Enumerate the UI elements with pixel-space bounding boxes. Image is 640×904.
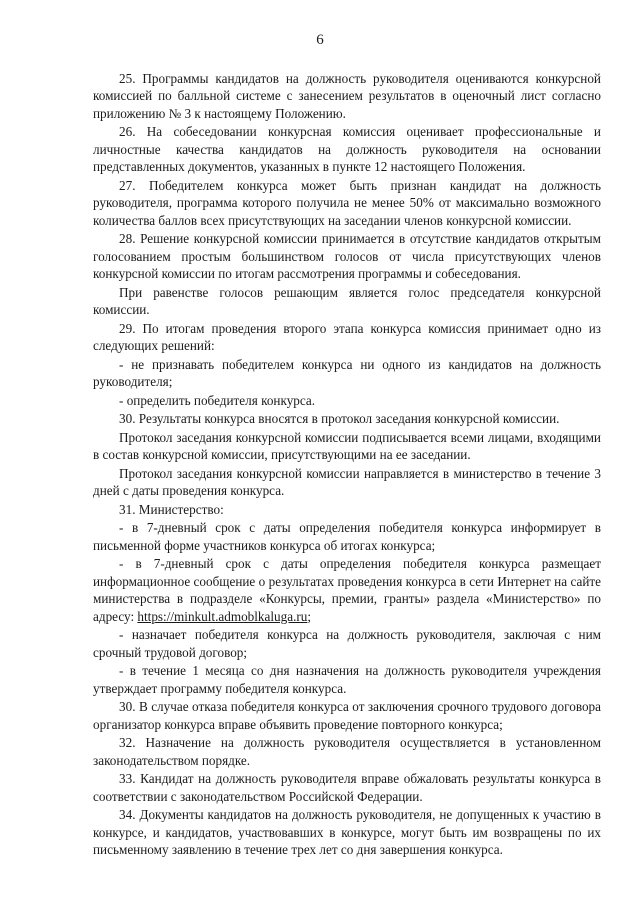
paragraph-26: 26. На собеседовании конкурсная комиссия оценивает профессиональные и личностные качества кандидатов на должность руководителя на основании представленных документов, указанных в пункте 12 настоящего Положения.: [93, 124, 601, 175]
paragraph-30-sending: Протокол заседания конкурсной комиссии направляется в министерство в течение 3 дней с даты проведения конкурса.: [93, 465, 601, 499]
page-number: 6: [316, 32, 324, 48]
paragraph-34: 34. Документы кандидатов на должность руководителя, не допущенных к участию в конкурсе, и кандидатов, участвовавших в конкурсе, могут быть им возвращены по их письменному заявлению в течение трех лет со дня завершения конкурса.: [93, 807, 601, 858]
paragraph-27: 27. Победителем конкурса может быть признан кандидат на должность руководителя, программа которого получила не менее 50% от максимально возможного количества баллов всех присутствующих на заседании членов конкурсной комиссии.: [93, 177, 601, 228]
paragraph-29-option-2: - определить победителя конкурса.: [119, 392, 316, 408]
paragraph-33: 33. Кандидат на должность руководителя вправе обжаловать результаты конкурса в соответствии с законодательством Российской Федерации.: [93, 771, 601, 804]
paragraph-31-appoint: - назначает победителя конкурса на должность руководителя, заключая с ним срочный трудовой договор;: [93, 627, 601, 660]
paragraph-32: 32. Назначение на должность руководителя осуществляется в установленном законодательством порядке.: [93, 735, 601, 768]
paragraph-29-option-1: - не признавать победителем конкурса ни одного из кандидатов на должность руководителя;: [93, 356, 601, 390]
ministry-website-link[interactable]: https://minkult.admoblkaluga.ru: [137, 608, 308, 624]
document-body: [93, 70, 601, 860]
paragraph-29: 29. По итогам проведения второго этапа конкурса комиссия принимает одно из следующих решений:: [93, 320, 601, 354]
paragraph-31-announce: [93, 555, 601, 625]
paragraph-28-tie: При равенстве голосов решающим является голос председателя конкурсной комиссии.: [93, 284, 601, 318]
paragraph-30-signing: Протокол заседания конкурсной комиссии подписывается всеми лицами, входящими в состав конкурсной комиссии, присутствующими на ее заседании.: [93, 429, 601, 463]
announce-text: - в 7-дневный срок с даты определения победителя конкурса размещает информационное сообщение о результатах проведения конкурса в сети Интернет на сайте министерства в подразделе «Конкурсы, премии, гранты» раздела «Министерство» по адресу:: [93, 556, 601, 624]
paragraph-30-refusal: 30. В случае отказа победителя конкурса от заключения срочного трудового договора организатор конкурса вправе объявить проведение повторного конкурса;: [93, 699, 601, 732]
paragraph-25: 25. Программы кандидатов на должность руководителя оцениваются конкурсной комиссией по балльной системе с занесением результатов в оценочный лист согласно приложению № 3 к настоящему Положению.: [93, 71, 601, 121]
paragraph-28: 28. Решение конкурсной комиссии принимается в отсутствие кандидатов открытым голосованием простым большинством голосов от числа присутствующих членов конкурсной комиссии по итогам рассмотрения программы и собеседования.: [93, 231, 601, 282]
paragraph-31-approve: - в течение 1 месяца со дня назначения на должность руководителя учреждения утверждает программу победителя конкурса.: [93, 663, 601, 696]
announce-end: ;: [307, 608, 312, 624]
paragraph-30: 30. Результаты конкурса вносятся в протокол заседания конкурсной комиссии.: [119, 411, 560, 427]
paragraph-31: 31. Министерство:: [119, 501, 224, 517]
paragraph-31-inform: - в 7-дневный срок с даты определения победителя конкурса информирует в письменной форме участников конкурса об итогах конкурса;: [93, 520, 601, 553]
